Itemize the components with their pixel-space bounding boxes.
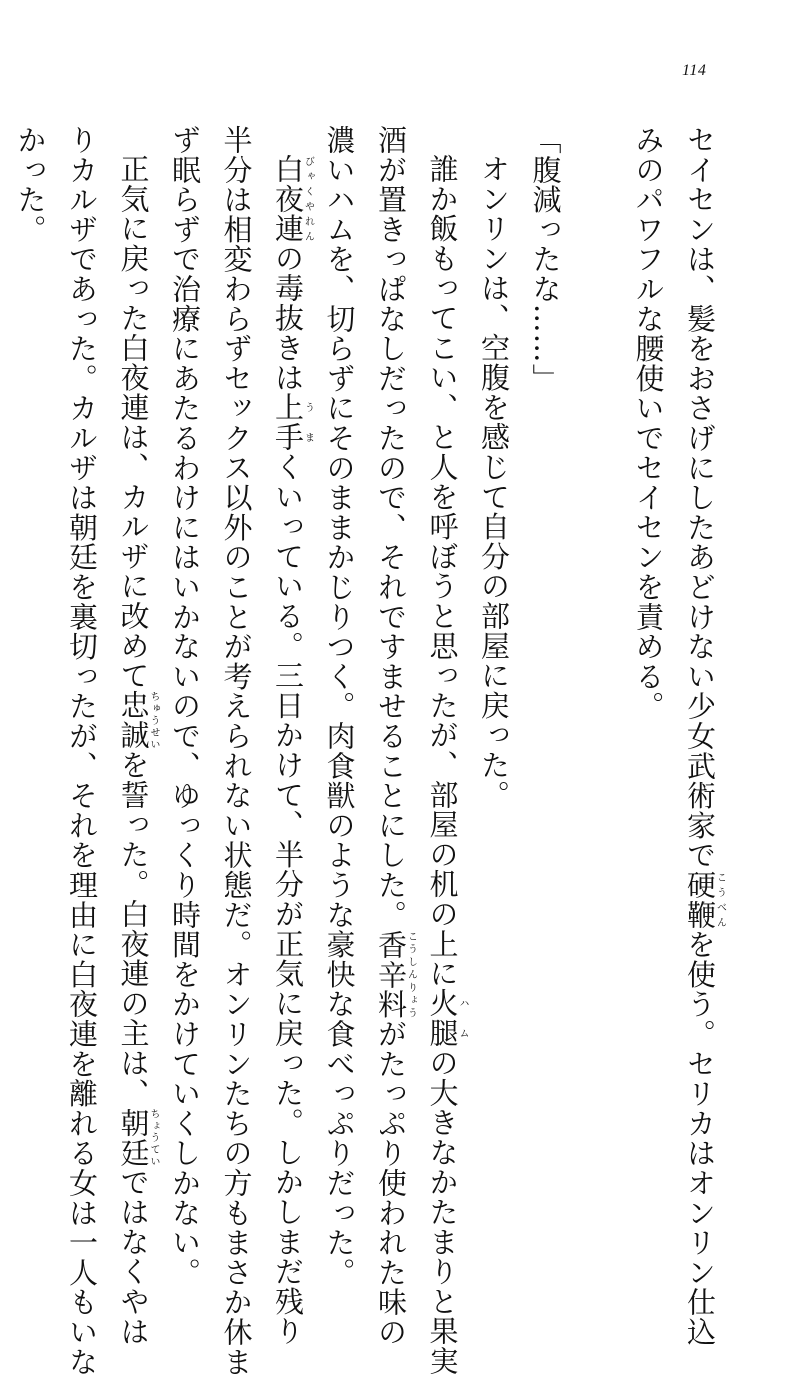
furigana: 忠誠ちゅうせい	[116, 690, 159, 751]
text-line-9: 白夜連びゃくやれんの毒抜きは上手うまくいっている。三日かけて、半分が正気に戻った。しかしまだ残り	[271, 154, 314, 1347]
furigana: 朝廷ちょうてい	[116, 1107, 159, 1168]
furigana: 硬鞭こうべん	[683, 870, 726, 930]
text-line-4: 「腹減ったな……」	[528, 125, 563, 394]
text-line-8: 濃いハムを、切らずにそのままかじりつく。肉食獣のような豪快な食べっぷりだった。	[322, 125, 357, 1288]
text-line-11: ず眠らずで治療にあたるわけにはいかないので、ゆっくり時間をかけていくしかない。	[168, 125, 202, 1288]
body-text	[0, 125, 726, 1377]
page-number: 114	[682, 62, 707, 79]
furigana: 香辛料こうしんりょう	[374, 929, 417, 1020]
text-line-12: 正気に戻った白夜連は、カルザに改めて忠誠ちゅうせいを誓った。白夜連の主は、朝廷ちょうていではなくやは	[116, 154, 159, 1347]
text-line-13: りカルザであった。カルザは朝廷を裏切ったが、それを理由に白夜連を離れる女は一人もいな	[65, 125, 99, 1377]
text-line-10: 半分は相変わらずセックス以外のことが考えられない状態だ。オンリンたちの方もまさか休ま	[219, 125, 254, 1377]
text-line-2: みのパワフルな腰使いでセイセンを責める。	[631, 125, 666, 721]
blank-line	[571, 125, 623, 1145]
text-line-6: 誰か飯もってこい、と人を呼ぼうと思ったが、部屋の机の上に火腿ハムの大きなかたまりと果実	[425, 154, 468, 1376]
text-line-1: セイセンは、髪をおさげにしたあどけない少女武術家で硬鞭こうべんを使う。セリカはオンリン仕込	[683, 125, 726, 1347]
furigana: 上手うま	[271, 392, 314, 453]
text-line-5: オンリンは、空腹を感じて自分の部屋に戻った。	[477, 154, 511, 810]
text-line-14: かった。	[13, 125, 48, 245]
furigana: 火腿ハム	[425, 988, 468, 1049]
text-line-7: 酒が置きっぱなしだったので、それですませることにした。香辛料こうしんりょうがたっぷり使われた味の	[374, 125, 417, 1347]
text-line-15	[0, 125, 4, 1145]
furigana: 白夜連びゃくやれん	[271, 154, 314, 244]
